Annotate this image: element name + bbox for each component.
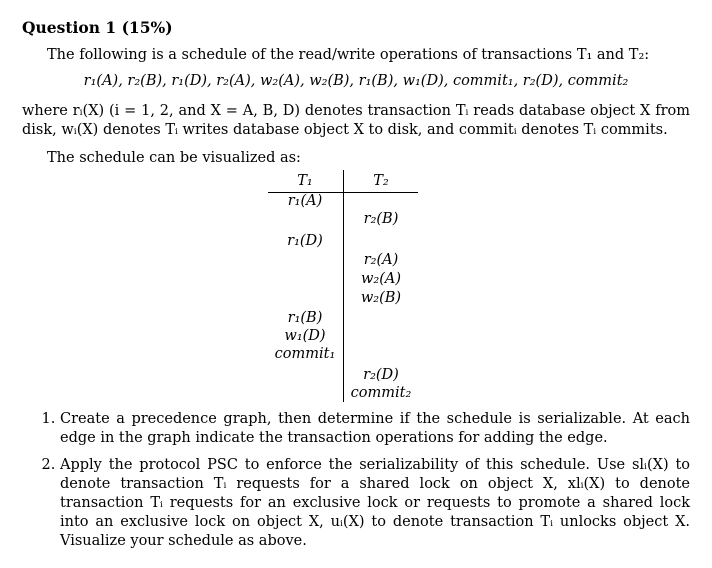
schedule-op-t2: r₂(A) — [363, 252, 399, 268]
schedule-op-t1: r₁(D) — [287, 233, 323, 249]
schedule-sequence: r₁(A), r₂(B), r₁(D), r₂(A), w₂(A), w₂(B), r₁(B), w₁(D), commit₁, r₂(D), commit₂ — [83, 73, 629, 89]
schedule-op-t2: commit₂ — [350, 385, 412, 401]
notation-text: where rᵢ(X) (i = 1, 2, and X = A, B, D) denotes transaction Tᵢ reads database object X from disk, wᵢ(X) denotes Tᵢ writes database object X to disk, and commitᵢ denotes Tᵢ commits. — [22, 103, 690, 138]
schedule-op-t2: r₂(B) — [363, 211, 399, 227]
task-list — [22, 410, 690, 559]
schedule-op-t1: r₁(B) — [287, 310, 323, 326]
schedule-op-t1: r₁(A) — [287, 193, 323, 209]
schedule-op-t2: r₂(D) — [363, 367, 399, 383]
header-t1: T₁ — [297, 173, 313, 189]
schedule-op-t1: w₁(D) — [284, 328, 326, 344]
schedule-op-t2: w₂(A) — [360, 271, 401, 287]
schedule-op-t2: w₂(B) — [360, 290, 402, 306]
task-item-2: 2. Apply the protocol PSC to enforce the serializability of this schedule. Use slᵢ(X) to denote transaction Tᵢ requests for a shared lock on object X, xlᵢ(X) to denote transaction Tᵢ requests for an exclusive lock or requests to promote a shared lock into an exclusive lock on object X, uᵢ(X) to denote transaction Tᵢ unlocks object X. Visualize your schedule as above. — [60, 456, 690, 551]
intro-text: The following is a schedule of the read/write operations of transactions T₁ and T₂: — [47, 47, 650, 63]
header-t2: T₂ — [373, 173, 389, 189]
column-divider — [343, 170, 344, 402]
task-item-1: 1. Create a precedence graph, then determine if the schedule is serializable. At each edge in the graph indicate the transaction operations for adding the edge. — [60, 410, 690, 448]
schedule-table — [268, 170, 418, 400]
question-title: Question 1 (15%) — [22, 18, 173, 37]
schedule-op-t1: commit₁ — [274, 346, 336, 362]
visual-intro: The schedule can be visualized as: — [47, 150, 301, 166]
